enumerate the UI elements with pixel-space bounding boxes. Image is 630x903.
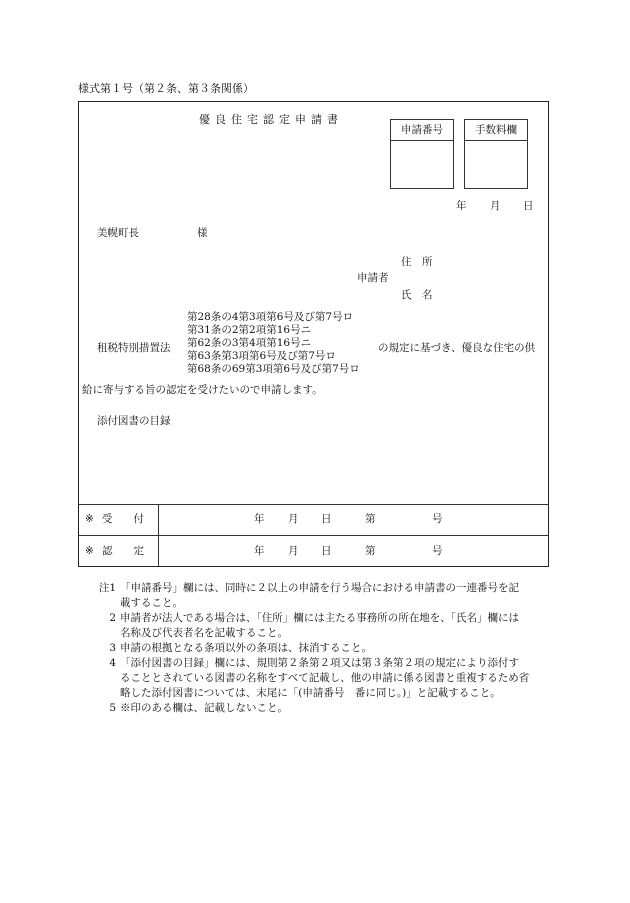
law-name: 租税特別措置法 bbox=[97, 342, 171, 354]
applicant-address-label: 住 所 bbox=[401, 256, 433, 268]
applicant-label: 申請者 bbox=[357, 272, 389, 284]
note-text: 申請の根拠となる条項以外の条項は、抹消すること。 bbox=[120, 642, 372, 654]
approval-mark: ※ bbox=[85, 545, 94, 557]
application-number-box bbox=[390, 119, 454, 189]
addressee-name: 美幌町長 bbox=[97, 227, 139, 239]
note-text-continued: 載すること。 bbox=[120, 597, 183, 609]
approval-month-label: 月 bbox=[288, 545, 299, 557]
attachments-label: 添付図書の目録 bbox=[97, 415, 171, 427]
date-month-label: 月 bbox=[490, 200, 501, 212]
note-text: ※印のある欄は、記載しないこと。 bbox=[120, 702, 288, 714]
note-number: 2 bbox=[109, 612, 116, 624]
note-text-continued: 名称及び代表者名を記載すること。 bbox=[120, 627, 288, 639]
receipt-go-label: 号 bbox=[432, 513, 443, 525]
receipt-month-label: 月 bbox=[288, 513, 299, 525]
row-divider-middle bbox=[79, 535, 548, 536]
application-number-label: 申請番号 bbox=[391, 120, 453, 141]
receipt-label: 受 付 bbox=[102, 513, 144, 525]
approval-year-label: 年 bbox=[254, 545, 265, 557]
fee-label: 手数料欄 bbox=[465, 120, 527, 141]
application-form-frame bbox=[78, 101, 549, 567]
note-text-continued: 略した添付図書については、末尾に「(申請番号 番に同じ。)」と記載すること。 bbox=[120, 687, 501, 699]
provision-tail-text: の規定に基づき、優良な住宅の供 bbox=[378, 342, 536, 354]
approval-dai-label: 第 bbox=[365, 545, 376, 557]
note-text: 「添付図書の目録」欄には、規則第２条第２項又は第３条第２項の規定により添付す bbox=[120, 657, 519, 669]
note-item bbox=[92, 611, 562, 641]
provision-item: 第31条の2第2項第16号ニ bbox=[187, 324, 312, 336]
approval-day-label: 日 bbox=[321, 545, 332, 557]
note-number: 3 bbox=[109, 642, 116, 654]
note-text-continued: ることとされている図書の名称をすべて記載し、他の申請に係る図書と重複するため省 bbox=[120, 672, 530, 684]
note-item bbox=[92, 701, 562, 716]
row-label-divider bbox=[158, 504, 159, 566]
note-number: 4 bbox=[109, 657, 116, 669]
form-number-label: 様式第１号（第２条、第３条関係） bbox=[78, 82, 254, 95]
note-item bbox=[92, 581, 562, 611]
note-number-value: 1 bbox=[109, 582, 116, 594]
note-item bbox=[92, 641, 562, 656]
provision-item: 第63条第3項第6号及び第7号ロ bbox=[187, 350, 336, 362]
note-number bbox=[92, 581, 116, 596]
provision-item: 第28条の4第3項第6号及び第7号ロ bbox=[187, 311, 354, 323]
fee-box bbox=[464, 119, 528, 189]
provision-item: 第68条の69第3項第6号及び第7号ロ bbox=[187, 363, 360, 375]
receipt-mark: ※ bbox=[85, 513, 94, 525]
approval-go-label: 号 bbox=[432, 545, 443, 557]
notes-section bbox=[92, 581, 562, 716]
note-text: 申請者が法人である場合は、「住所」欄には主たる事務所の所在地を、「氏名」欄には bbox=[120, 612, 519, 624]
addressee-honorific: 様 bbox=[197, 227, 208, 239]
notes-prefix: 注 bbox=[98, 582, 110, 594]
row-divider-top bbox=[79, 504, 548, 505]
note-number: 5 bbox=[109, 702, 116, 714]
note-item bbox=[92, 656, 562, 701]
form-title: 優良住宅認定申請書 bbox=[199, 113, 343, 126]
applicant-name-label: 氏 名 bbox=[401, 289, 433, 301]
date-day-label: 日 bbox=[523, 200, 534, 212]
provision-item: 第62条の3第4項第16号ニ bbox=[187, 337, 312, 349]
receipt-day-label: 日 bbox=[321, 513, 332, 525]
receipt-year-label: 年 bbox=[254, 513, 265, 525]
receipt-dai-label: 第 bbox=[365, 513, 376, 525]
note-text: 「申請番号」欄には、同時に２以上の申請を行う場合における申請書の一連番号を記 bbox=[120, 582, 519, 594]
approval-label: 認 定 bbox=[102, 545, 144, 557]
continuation-text: 給に寄与する旨の認定を受けたいので申請します。 bbox=[82, 384, 323, 396]
date-year-label: 年 bbox=[456, 200, 467, 212]
